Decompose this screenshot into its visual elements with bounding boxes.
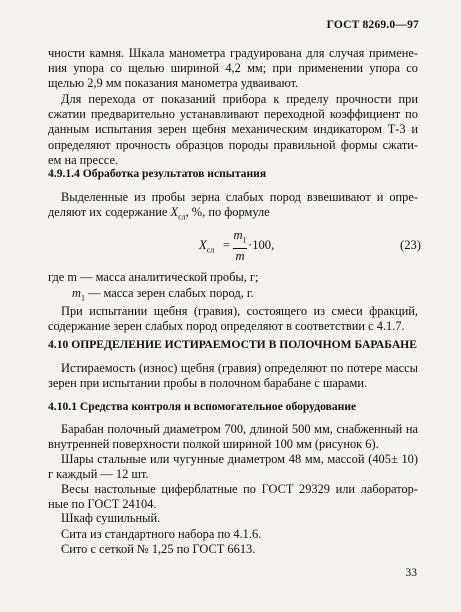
formula-23 [199,228,429,263]
formula-multiplier: ·100, [248,238,275,252]
where-m1 [72,286,412,306]
paragraph-oven: Шкаф сушильный. [61,511,161,525]
formula-lhs-sub: сл [206,245,215,255]
where-m1-letter: m [72,286,81,300]
paragraph-balls: Шары стальные или чугунные диаметром 48 мм, массой (405± 10) г каждый — 12 шт. [48,452,418,482]
page-number: 33 [405,567,417,579]
where-m1-subscript: 1 [80,293,85,303]
formula-lhs [199,238,214,255]
section-heading-4-10-1: 4.10.1 Средства контроля и вспомогательное оборудование [48,400,357,413]
formula-denominator: m [235,248,245,263]
formula-equals: = [223,238,231,252]
where-m1-var [72,286,85,303]
formula-fraction [233,228,247,263]
paragraph-conversion-coefficient: Для перехода от показаний прибора к пределу прочности при сжатии предварительно устанавливают переходной коэффициент по данным испытания зерен щебня механическим индикатором Т-3 и определяют прочность образцов породы правильной формы сжати-ем на прессе. [48,92,418,167]
formula-number: (23) [400,238,421,252]
section-heading-4-9-1-4: 4.9.1.4 Обработка результатов испытания [48,167,267,180]
formula-numerator-var: m [233,228,243,242]
paragraph-weak-grains [48,190,418,225]
paragraph-weak-grains-text: Выделенные из пробы зерна слабых пород взвешивают и опре-деляют их содержание [48,190,418,220]
paragraph-continuation: чности камня. Шкала манометра градуирована для случая примене-ния упора со щелью шириной 4,2 мм; при применении упора со щелью 2,9 мм показания манометра удваивают. [48,46,418,91]
paragraph-mixture: При испытании щебня (гравия), состоящего из смеси фракций, содержание зерен слабых пород определяют в соответствии с 4.1.7. [48,304,418,334]
paragraph-drum: Барабан полочный диаметром 700, длиной 500 мм, снабженный на внутренней поверхности полкой шириной 100 мм (рисунок 6). [48,422,418,452]
variable-x-subscript: сл [178,212,186,222]
where-m1-text: — масса зерен слабых пород, г. [84,286,254,300]
paragraph-sieve-mesh: Сито с сеткой № 1,25 по ГОСТ 6613. [61,542,256,556]
formula-numerator-sub: 1 [242,235,247,245]
paragraph-sieves: Сита из стандартного набора по 4.1.6. [61,527,262,541]
formula-lhs-var: X [199,238,207,252]
section-heading-4-10: 4.10 ОПРЕДЕЛЕНИЕ ИСТИРАЕМОСТИ В ПОЛОЧНОМ БАРАБАНЕ [48,338,417,351]
variable-x-letter: X [170,205,179,220]
paragraph-scales: Весы настольные циферблатные по ГОСТ 29329 или лаборатор-ные по ГОСТ 24104. [48,482,418,512]
variable-x [170,205,186,222]
where-m: где m — масса аналитической пробы, г; [48,270,259,284]
standard-header: ГОСТ 8269.0—97 [326,19,419,31]
formula-numerator [233,228,247,249]
paragraph-weak-grains-tail: , %, по формуле [185,205,270,220]
paragraph-abrasion: Истираемость (износ) щебня (гравия) определяют по потере массы зерен при испытании пробы в полочном барабане с шарами. [48,361,418,391]
